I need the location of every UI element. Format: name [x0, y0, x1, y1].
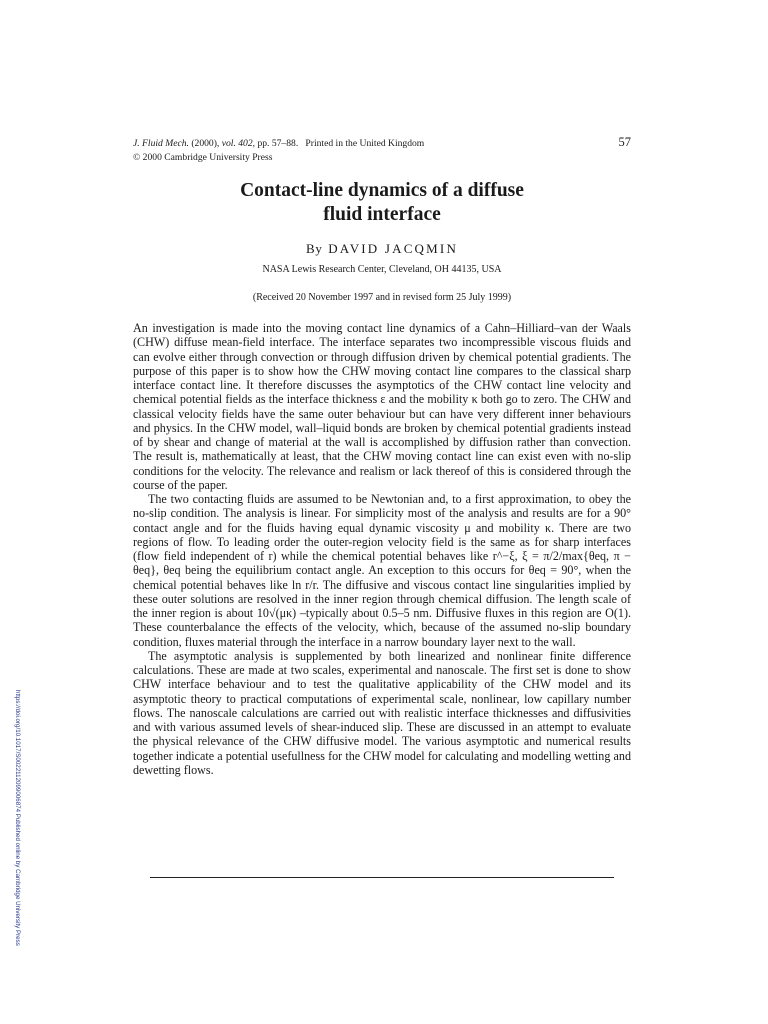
author-line: [133, 241, 631, 257]
printed-location: Printed in the United Kingdom: [305, 138, 425, 149]
journal-citation: [133, 135, 631, 150]
page-number: 57: [618, 135, 631, 149]
abstract-divider: [150, 877, 614, 878]
author-prefix: By: [305, 241, 323, 256]
journal-name: J. Fluid Mech.: [133, 138, 189, 149]
journal-pages: pp. 57–88.: [255, 138, 299, 149]
journal-year: (2000),: [188, 138, 222, 149]
paper-title: [133, 179, 631, 227]
author-name: DAVID JACQMIN: [328, 241, 459, 256]
copyright-line: © 2000 Cambridge University Press: [133, 152, 273, 163]
abstract: [133, 321, 631, 777]
title-line-2: fluid interface: [323, 204, 441, 225]
received-dates: (Received 20 November 1997 and in revised form 25 July 1999): [252, 292, 512, 303]
journal-volume: vol. 402,: [221, 138, 256, 149]
abstract-paragraph: The two contacting fluids are assumed to be Newtonian and, to a first approximation, to obey the no-slip condition. The analysis is linear. For simplicity most of the analysis and results are for a 90° contact angle and for the fluids having equal dynamic viscosity μ and mobility κ. There are two regions of flow. To leading order the outer-region velocity field is the same as for sharp interfaces (flow field independent of r) while the chemical potential behaves like r^−ξ, ξ = π/2/max{θeq, π − θeq}, θeq being the equilibrium contact angle. An exception to this occurs for θeq = 90°, when the chemical potential behaves like ln r/r. The diffusive and viscous contact line singularities implied by these outer solutions are resolved in the inner region through chemical diffusion. The length scale of the inner region is about 10√(μκ) –typically about 0.5–5 nm. Diffusive fluxes in this region are O(1). These counterbalance the effects of the velocity, which, because of the assumed no-slip boundary condition, fluxes material through the interface in a narrow boundary layer next to the wall.: [133, 492, 631, 649]
author-affiliation: NASA Lewis Research Center, Cleveland, OH 44135, USA: [262, 264, 502, 275]
doi-margin-note[interactable]: https://doi.org/10.1017/S0022112099006874 Published online by Cambridge University Press: [14, 690, 21, 946]
title-line-1: Contact-line dynamics of a diffuse: [240, 180, 524, 201]
abstract-paragraph: The asymptotic analysis is supplemented by both linearized and nonlinear finite difference calculations. These are made at two scales, experimental and nanoscale. The first set is done to show CHW interface behaviour and to test the qualitative applicability of the CHW model and its asymptotic theory to practical computations of experimental scale, nonlinear, low capillary number flows. The nanoscale calculations are carried out with realistic interface thicknesses and diffusivities and with various assumed levels of shear-induced slip. These are discussed in an attempt to evaluate the physical relevance of the CHW diffusive model. The various asymptotic and numerical results together indicate a potential usefullness for the CHW model for calculating and modelling wetting and dewetting flows.: [133, 648, 631, 777]
abstract-paragraph: An investigation is made into the moving contact line dynamics of a Cahn–Hilliard–van der Waals (CHW) diffuse mean-field interface. The interface separates two incompressible viscous fluids and can evolve either through convection or through diffusion driven by chemical potential gradients. The purpose of this paper is to show how the CHW moving contact line compares to the classical sharp interface contact line. It therefore discusses the asymptotics of the CHW contact line velocity and chemical potential fields as the interface thickness ε and the mobility κ both go to zero. The CHW and classical velocity fields have the same outer behaviour but can have very different inner behaviours and physics. In the CHW model, wall–liquid bonds are broken by chemical potential gradients instead of by shear and change of material at the wall is accomplished by diffusion rather than convection. The result is, mathematically at least, that the CHW moving contact line can exist even with no-slip conditions for the velocity. The relevance and realism or lack thereof of this is considered through the course of the paper.: [133, 321, 631, 492]
